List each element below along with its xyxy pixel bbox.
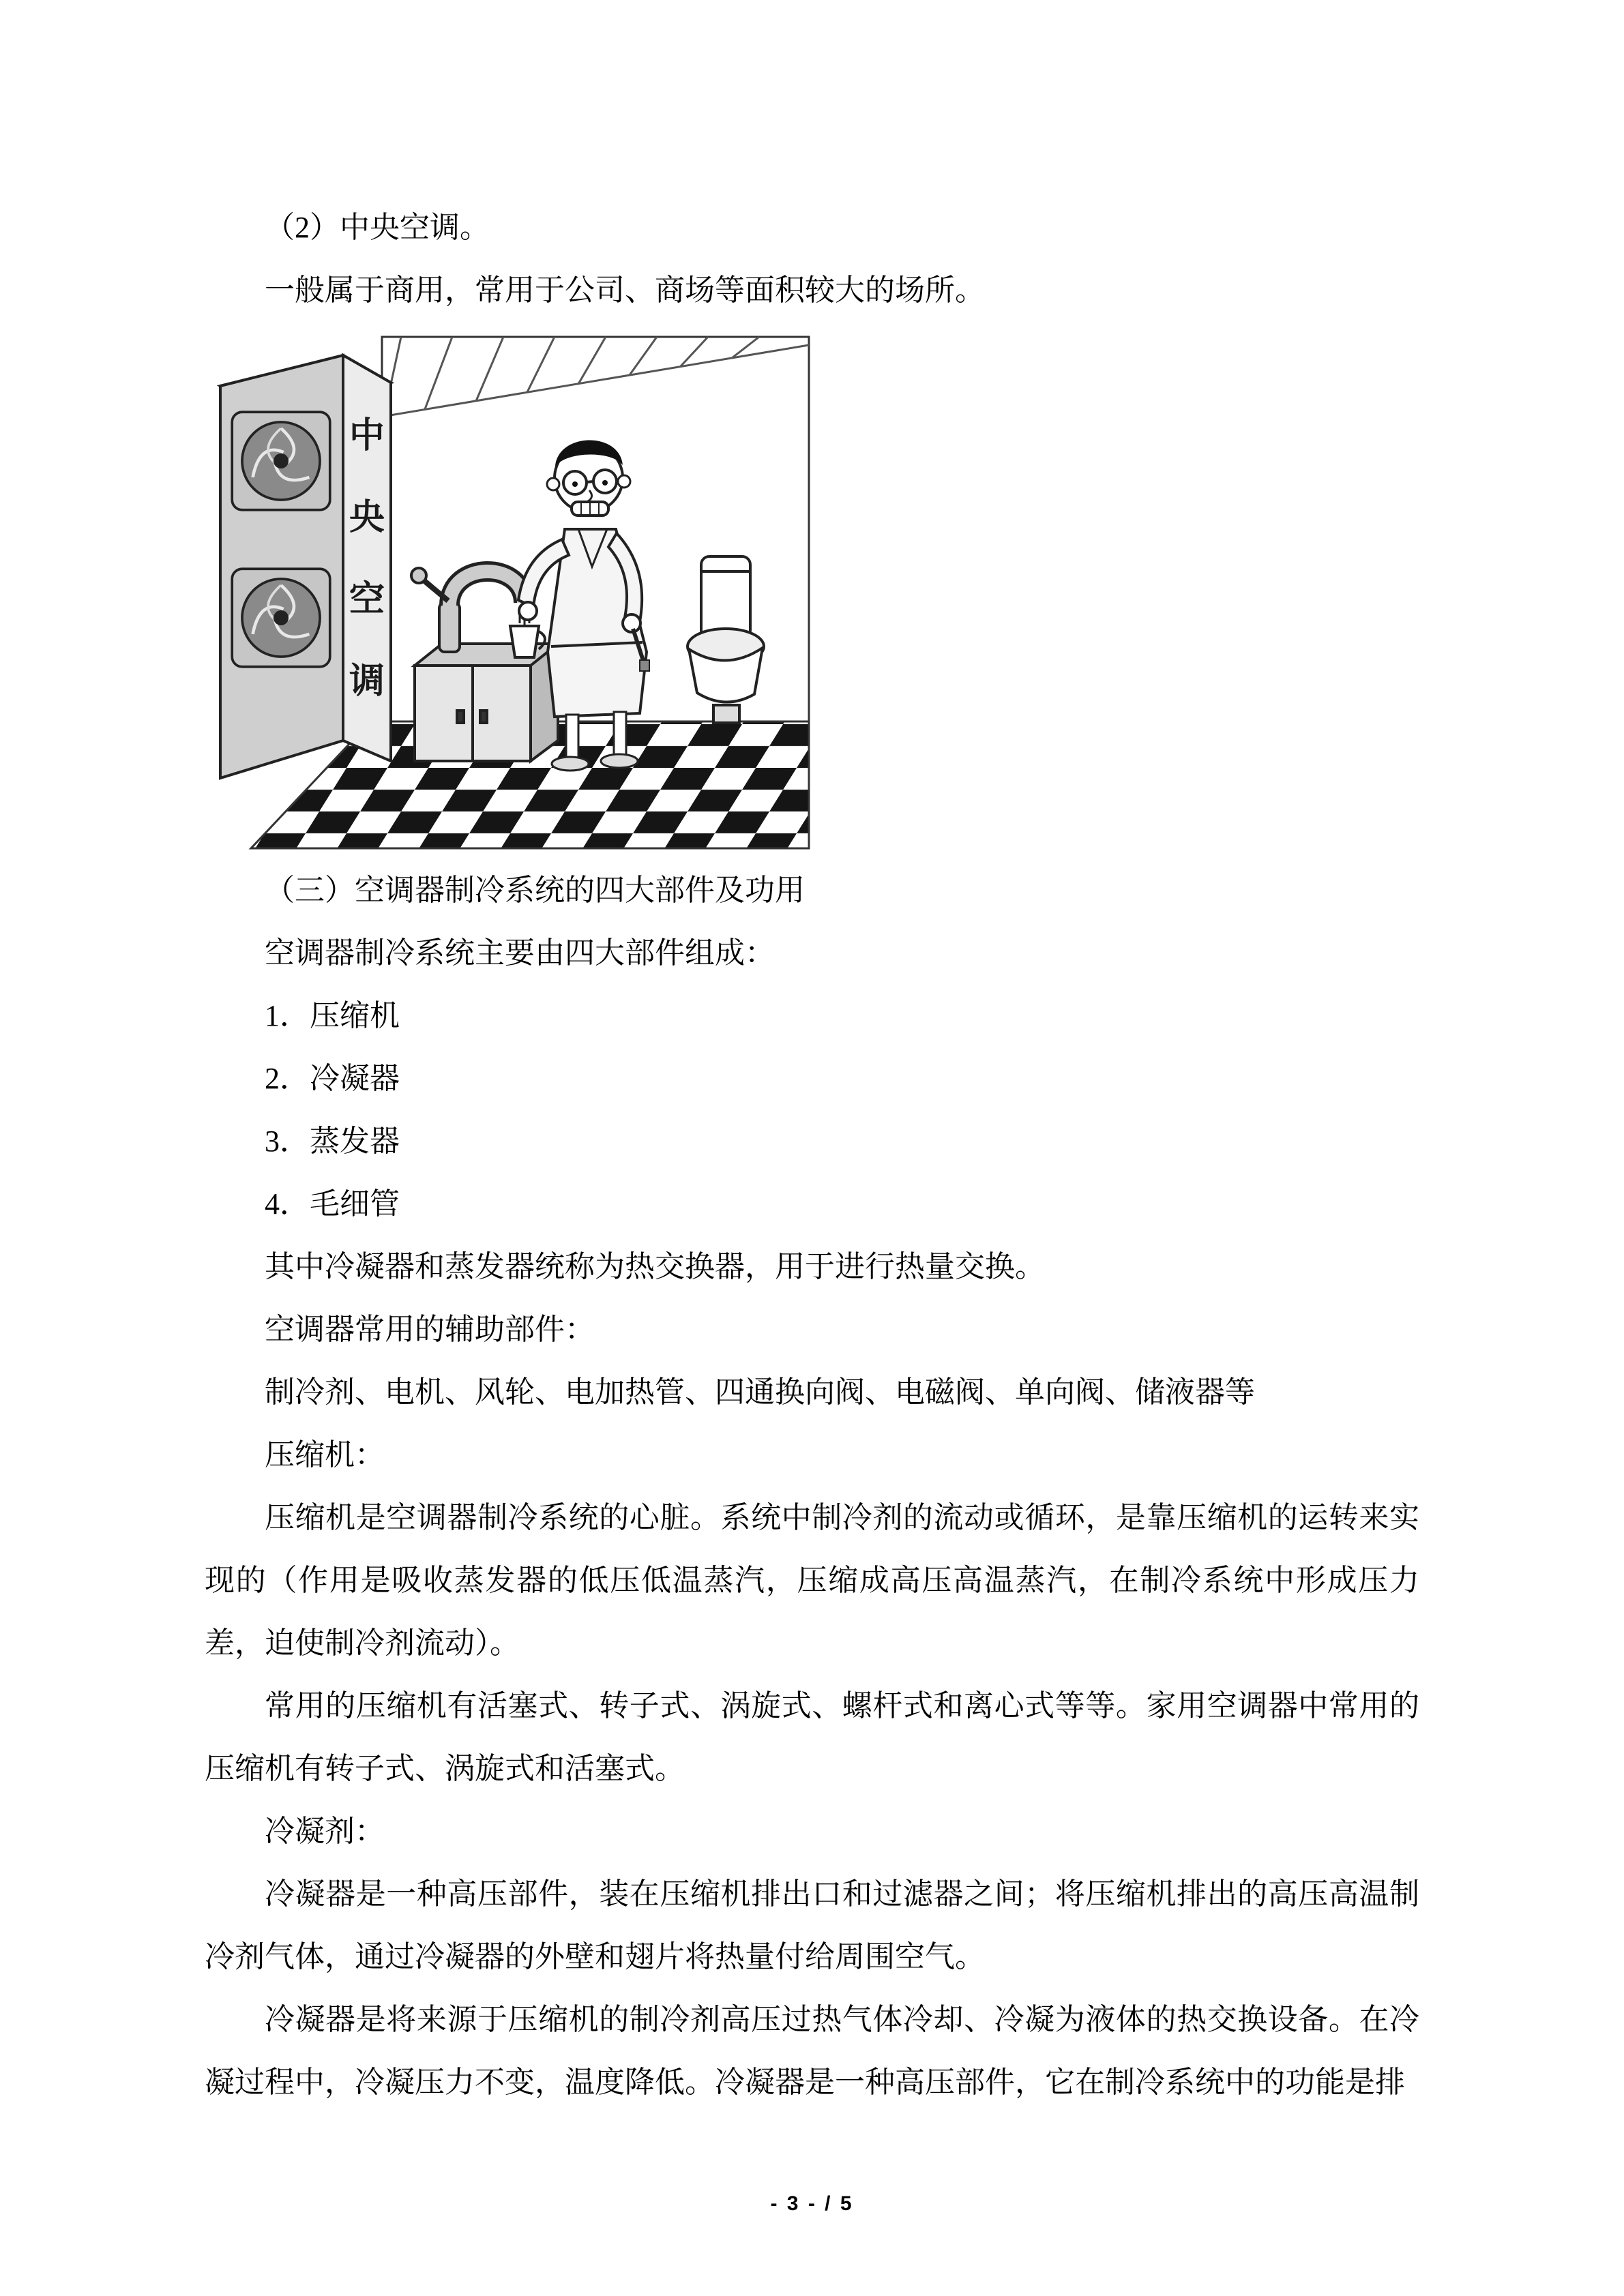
list-item: 1．压缩机	[265, 999, 400, 1032]
unit-label-char: 央	[349, 498, 385, 537]
mouth	[572, 502, 608, 516]
list-item: 4．毛细管	[265, 1187, 400, 1221]
paragraph: 空调器制冷系统主要由四大部件组成：	[265, 936, 775, 970]
page-number: - 3 - / 5	[770, 2192, 854, 2215]
paragraph: （2）中央空调。	[265, 211, 490, 244]
list-item: 2．冷凝器	[265, 1062, 400, 1095]
paragraph: 冷凝剂：	[265, 1815, 385, 1848]
cabinet	[415, 644, 558, 761]
paragraph: 其中冷凝器和蒸发器统称为热交换器，用于进行热量交换。	[265, 1250, 1045, 1283]
paragraph: 制冷剂、电机、风轮、电加热管、四通换向阀、电磁阀、单向阀、储液器等	[265, 1375, 1255, 1409]
list-item: 3．蒸发器	[265, 1124, 400, 1158]
paragraph: 常用的压缩机有活塞式、转子式、涡旋式、螺杆式和离心式等等。家用空调器中常用的压缩机有转子式、涡旋式和活塞式。	[205, 1689, 1419, 1785]
paragraph: （三）空调器制冷系统的四大部件及功用	[265, 874, 805, 907]
paragraph: 压缩机：	[265, 1438, 385, 1472]
paragraph: 一般属于商用，常用于公司、商场等面积较大的场所。	[265, 273, 985, 307]
unit-label-char: 空	[349, 580, 385, 619]
paragraph: 空调器常用的辅助部件：	[265, 1313, 595, 1346]
central-ac-cartoon	[210, 331, 841, 850]
unit-label-char: 调	[349, 662, 385, 701]
central-ac-unit	[220, 355, 391, 778]
unit-label-char: 中	[349, 417, 385, 456]
central-ac-cartoon-svg	[210, 331, 841, 850]
paragraph: 冷凝器是一种高压部件，装在压缩机排出口和过滤器之间；将压缩机排出的高压高温制冷剂气体，通过冷凝器的外壁和翅片将热量付给周围空气。	[205, 1877, 1419, 1973]
paragraph: 压缩机是空调器制冷系统的心脏。系统中制冷剂的流动或循环，是靠压缩机的运转来实现的（作用是吸收蒸发器的低压低温蒸汽，压缩成高压高温蒸汽，在制冷系统中形成压力差，迫使制冷剂流动）。	[205, 1501, 1419, 1660]
paragraph: 冷凝器是将来源于压缩机的制冷剂高压过热气体冷却、冷凝为液体的热交换设备。在冷凝过程中，冷凝压力不变，温度降低。冷凝器是一种高压部件，它在制冷系统中的功能是排	[205, 2003, 1419, 2099]
